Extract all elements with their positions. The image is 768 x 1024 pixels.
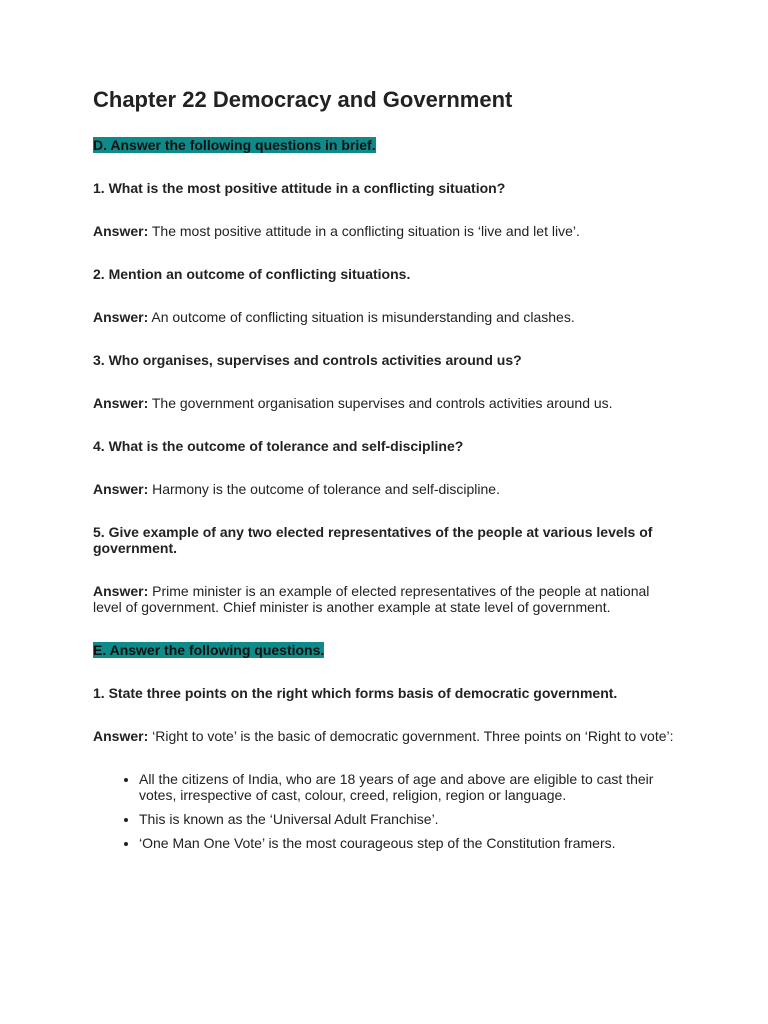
section-d-heading-text: D. Answer the following questions in brief.: [93, 137, 376, 153]
bullet-list: [93, 771, 678, 851]
question-d4: 4. What is the outcome of tolerance and self-discipline?: [93, 438, 464, 454]
question-d1: 1. What is the most positive attitude in a conflicting situation?: [93, 180, 506, 196]
question-d5: 5. Give example of any two elected representatives of the people at various levels of government.: [93, 524, 653, 556]
answer-e1: [93, 728, 678, 744]
list-item: • All the citizens of India, who are 18 years of age and above are eligible to cast their votes, irrespective of cast, colour, creed, religion, region or language.: [139, 771, 678, 803]
page-title: Chapter 22 Democracy and Government: [93, 87, 513, 112]
section-e-heading: [93, 642, 678, 659]
answer-text: The government organisation supervises and controls activities around us.: [151, 395, 613, 411]
answer-text: ‘Right to vote’ is the basic of democratic government. Three points on ‘Right to vote’:: [152, 728, 674, 744]
answer-text: The most positive attitude in a conflicting situation is ‘live and let live’.: [151, 223, 580, 239]
answer-text: Harmony is the outcome of tolerance and self-discipline.: [152, 481, 500, 497]
answer-d5: [93, 583, 678, 615]
answer-label: Answer:: [93, 395, 149, 411]
answer-label: Answer:: [93, 481, 149, 497]
question-d3: 3. Who organises, supervises and controls activities around us?: [93, 352, 522, 368]
answer-label: Answer:: [93, 309, 149, 325]
question-e1: 1. State three points on the right which forms basis of democratic government.: [93, 685, 618, 701]
section-e-heading-text: E. Answer the following questions.: [93, 642, 325, 658]
list-item: • This is known as the ‘Universal Adult Franchise’.: [139, 811, 678, 827]
answer-d1: [93, 223, 678, 239]
section-d-heading: [93, 137, 678, 154]
answer-text: Prime minister is an example of elected representatives of the people at national level of government. Chief minister is another example at state level of government.: [93, 583, 650, 615]
answer-text: An outcome of conflicting situation is misunderstanding and clashes.: [151, 309, 575, 325]
list-item: • ‘One Man One Vote’ is the most courageous step of the Constitution framers.: [139, 835, 678, 851]
answer-label: Answer:: [93, 728, 149, 744]
answer-d4: [93, 481, 678, 497]
question-d2: 2. Mention an outcome of conflicting situations.: [93, 266, 411, 282]
answer-d3: [93, 395, 678, 411]
answer-label: Answer:: [93, 223, 149, 239]
answer-d2: [93, 309, 678, 325]
answer-label: Answer:: [93, 583, 149, 599]
